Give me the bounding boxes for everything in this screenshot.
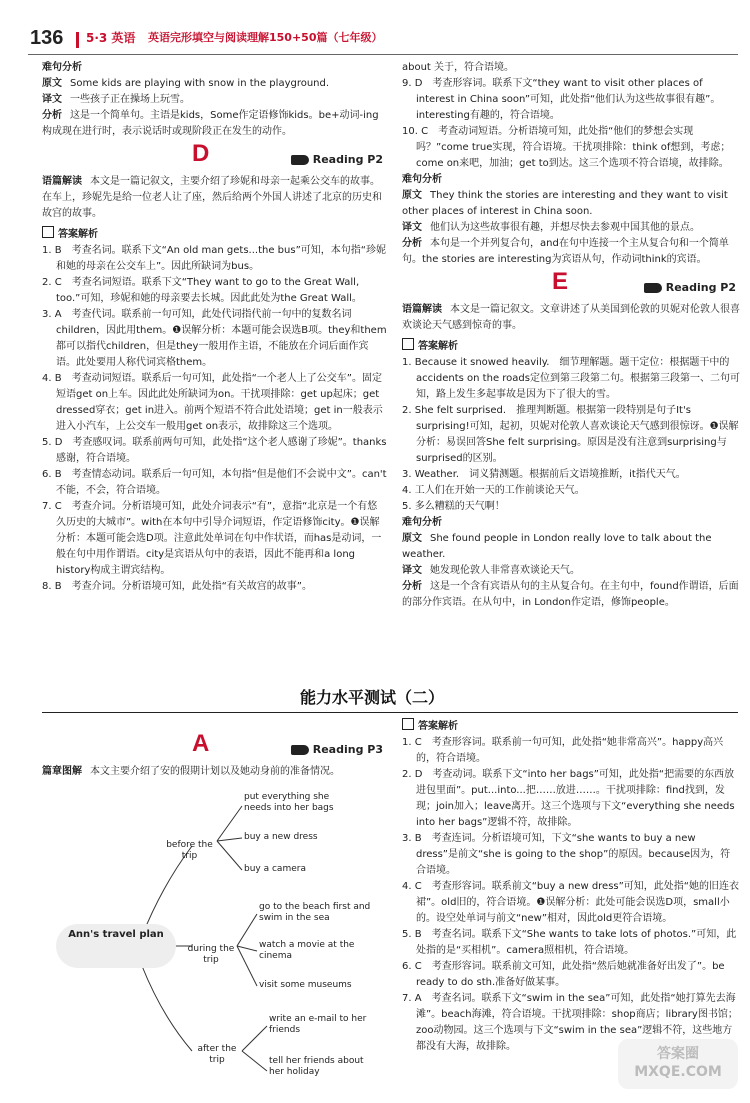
diagram-node: visit some museums [259,980,352,990]
section-e-header [402,268,740,302]
orig-line: 原文 Some kids are playing with snow in the playground. [42,78,330,89]
page-header [28,22,738,50]
answer-item: 2. D 考查动词。联系下文“into her bags”可知，此处指“把需要的东西放进包里面”。put...into...把……放进……。干扰项排除：find找到，发现；join加入；leave离开。这三个选项与下文“everything she needs into her bags”逻辑不符，故排除。 [402,769,735,828]
answer-item: about 关于，符合语境。 [402,62,515,73]
answers-heading: 答案解析 [402,718,740,735]
answer-item: 6. B 考查情态动词。联系后一句可知，本句指“但是他们不会说中文”。can't不能，不会，符合语境。 [42,469,387,496]
pointing-hand-icon [291,745,309,755]
answer-item: 4. 工人们在开始一天的工作前谈论天气。 [402,485,585,496]
answers-heading: 答案解析 [402,338,740,355]
diagram-node: write an e-mail to her friends [269,1014,367,1035]
answer-item: 4. C 考查形容词。联系前文“buy a new dress”可知，此处指“她的旧连衣裙”。old旧的，符合语境。❶误解分析：此处可能会误选D项，small小的。设空处单词与前文“new”相对，因此old更符合语境。 [402,881,739,924]
answer-item: 1. B 考查名词。联系下文“An old man gets...the bus”可知，本句指“珍妮和她的母亲在公交车上”。因此所缺词为bus。 [42,245,386,272]
page-number: 136 [30,27,64,49]
answer-item: 5. B 考查名词。联系下文“She wants to take lots of photos.”可知，此处指的是“买相机”。camera照相机，符合语境。 [402,929,737,956]
travel-plan-diagram [42,786,387,1086]
book-title: 英语完形填空与阅读理解150+50篇（七年级） [148,31,383,44]
exam-title: 能力水平测试（二） [300,688,445,707]
section-a-letter: A [192,730,210,757]
section-d-header [42,140,387,174]
diagram-before: before the trip [166,840,213,861]
answer-item: 9. D 考查形容词。联系下文“they want to visit other places of interest in China soon”可知，此处指“他们认为这些故事很有趣”。interesting有趣的，符合语境。 [402,78,721,121]
answer-item: 8. B 考查介词。分析语境可知，此处指“有关故宫的故事”。 [42,581,312,592]
analysis-line: 分析 这是一个含有宾语从句的主从复合句。在主句中，found作谓语，后面的部分作宾语。在从句中，in London作定语，修饰people。 [402,581,739,608]
brand-logo: 5·3 英语 [86,31,136,45]
exam-left-column [42,730,387,1086]
answer-item: 3. B 考查连词。分析语境可知，下文“she wants to buy a new dress”是前文“she is going to the shop”的原因。because因为，符合语境。 [402,833,731,876]
section-a-header [42,730,387,764]
lock-icon [42,226,54,238]
section-e-letter: E [552,268,569,295]
lock-icon [402,718,414,730]
left-column [42,60,387,595]
answer-item: 1. Because it snowed heavily. 细节理解题。题干定位：根据题干中的accidents on the roads定位到第三段第二句。根据第三段第一、二句可知，路上发生多起事故是因为下了很大的雪。 [402,357,740,400]
answer-item: 3. A 考查代词。联系前一句可知，此处代词指代前一句中的复数名词children，因此用them。❶误解分析：本题可能会误选B项。they和them都可以指代children，但是they一般用作主语，不能放在介词后面作宾语。此处要用人称代词宾格them。 [42,309,387,368]
lock-icon [402,338,414,350]
reading-ref: Reading P2 [644,280,736,296]
answer-item: 5. 多么糟糕的天气啊！ [402,501,505,512]
diagram-during: during the trip [187,944,235,965]
answer-item: 2. She felt surprised. 推理判断题。根据第一段特别是句子It's surprising!可知，起初，贝妮对伦敦人喜欢谈论天气感到很惊讶。❶误解分析：易误回答She felt surprising。原因是没有注意到surprising与surprised的区别。 [402,405,739,464]
answers-heading: 答案解析 [42,226,387,243]
trans-line: 译文 他们认为这些故事很有趣，并想尽快去参观中国其他的景点。 [402,222,700,233]
orig-line: 原文 She found people in London really love to talk about the weather. [402,533,712,560]
right-column [402,60,740,611]
answer-item: 4. B 考查动词短语。联系后一句可知，此处指“一个老人上了公交车”。固定短语get on上车。因此此处所缺词为on。干扰项排除：get up起床；get dressed穿衣；get in进入。前两个短语不符合此处语境；get in一般表示进入小汽车，上公交车一般用get on表示，故排除这三个选项。 [42,373,383,432]
reading-ref: Reading P3 [291,742,383,758]
diagram-root: Ann's travel plan [56,924,176,968]
exam-right-column [402,718,740,1055]
a-intro: 篇章图解 本文主要介绍了安的假期计划以及她动身前的准备情况。 [42,766,340,777]
pointing-hand-icon [291,155,309,165]
answer-item: 10. C 考查动词短语。分析语境可知，此处指“他们的梦想会实现吗？”come true实现，符合语境。干扰项排除：think of想到，考虑；come on来吧，加油；get to到达。这三个选项不符合语境，故排除。 [402,126,731,169]
answer-item: 3. Weather. 词义猜测题。根据前后文语境推断，it指代天气。 [402,469,686,480]
answer-item: 6. C 考查形容词。联系前文可知，此处指“然后她就准备好出发了”。be ready to do sth.准备好做某事。 [402,961,725,988]
section-d-letter: D [192,140,210,167]
analysis-line: 分析 这是一个简单句。主语是kids，Some作定语修饰kids。be+动词-ing构成现在进行时，表示说话时或现阶段正在发生的动作。 [42,110,379,137]
answer-item: 7. A 考查名词。联系下文“swim in the sea”可知，此处指“她打算先去海滩”。beach海滩，符合语境。干扰项排除：shop商店；library图书馆；zoo动物园。这三个选项与下文“swim in the sea”逻辑不符，这些地方都没有大海，故排除。 [402,993,738,1052]
answer-item: 7. C 考查介词。分析语境可知，此处介词表示“有”，意指“北京是一个有悠久历史的大城市”。with在本句中引导介词短语，作定语修饰city。❶误解分析：本题可能会选D项。注意此处单词在句中作状语，而has是动词，一般在句中用作谓语。city是宾语从句中的表语，因此不能再和a long history构成主谓宾结构。 [42,501,382,576]
trans-line: 译文 她发现伦敦人非常喜欢谈论天气。 [402,565,580,576]
answer-item: 5. D 考查感叹词。联系前两句可知，此处指“这个老人感谢了珍妮”。thanks感谢，符合语境。 [42,437,387,464]
diagram-node: go to the beach first and swim in the sea [259,902,371,923]
analysis-line: 分析 本句是一个并列复合句，and在句中连接一个主从复合句和一个简单句。the stories are interesting为宾语从句，作动词think的宾语。 [402,238,729,265]
answer-item: 2. C 考查名词短语。联系下文“They want to go to the Great Wall, too.”可知，珍妮和她的母亲要去长城。因此此处为the Great Wall。 [42,277,362,304]
diagram-node: watch a movie at the cinema [259,940,355,961]
d-intro: 语篇解读 本文是一篇记叙文，主要介绍了珍妮和母亲一起乘公交车的故事。在车上，珍妮先是给一位老人让了座，然后给两个外国人讲述了北京的历史和故宫的故事。 [42,176,382,219]
hard-sentence-heading: 难句分析 [402,174,442,185]
answer-item: 1. C 考查形容词。联系前一句可知，此处指“她非常高兴”。happy高兴的，符合语境。 [402,737,724,764]
orig-line: 原文 They think the stories are interesting and they want to visit other places of interest in China soon. [402,190,728,217]
diagram-node: put everything she needs into her bags [244,792,334,813]
trans-line: 译文 一些孩子正在操场上玩雪。 [42,94,190,105]
hard-sentence-heading: 难句分析 [402,517,442,528]
header-divider [76,32,79,48]
diagram-node: buy a new dress [244,832,318,842]
header-rule [28,54,738,55]
pointing-hand-icon [644,283,662,293]
reading-ref: Reading P2 [291,152,383,168]
diagram-node: buy a camera [244,864,306,874]
exam-rule [42,712,738,713]
e-intro: 语篇解读 本文是一篇记叙文。文章讲述了从美国到伦敦的贝妮对伦敦人很喜欢谈论天气感到惊奇的事。 [402,304,740,331]
watermark-logo: 答案圈 MXQE.COM [618,1039,738,1089]
diagram-node: tell her friends about her holiday [269,1056,364,1077]
hard-sentence-heading: 难句分析 [42,62,82,73]
diagram-after: after the trip [197,1044,237,1065]
